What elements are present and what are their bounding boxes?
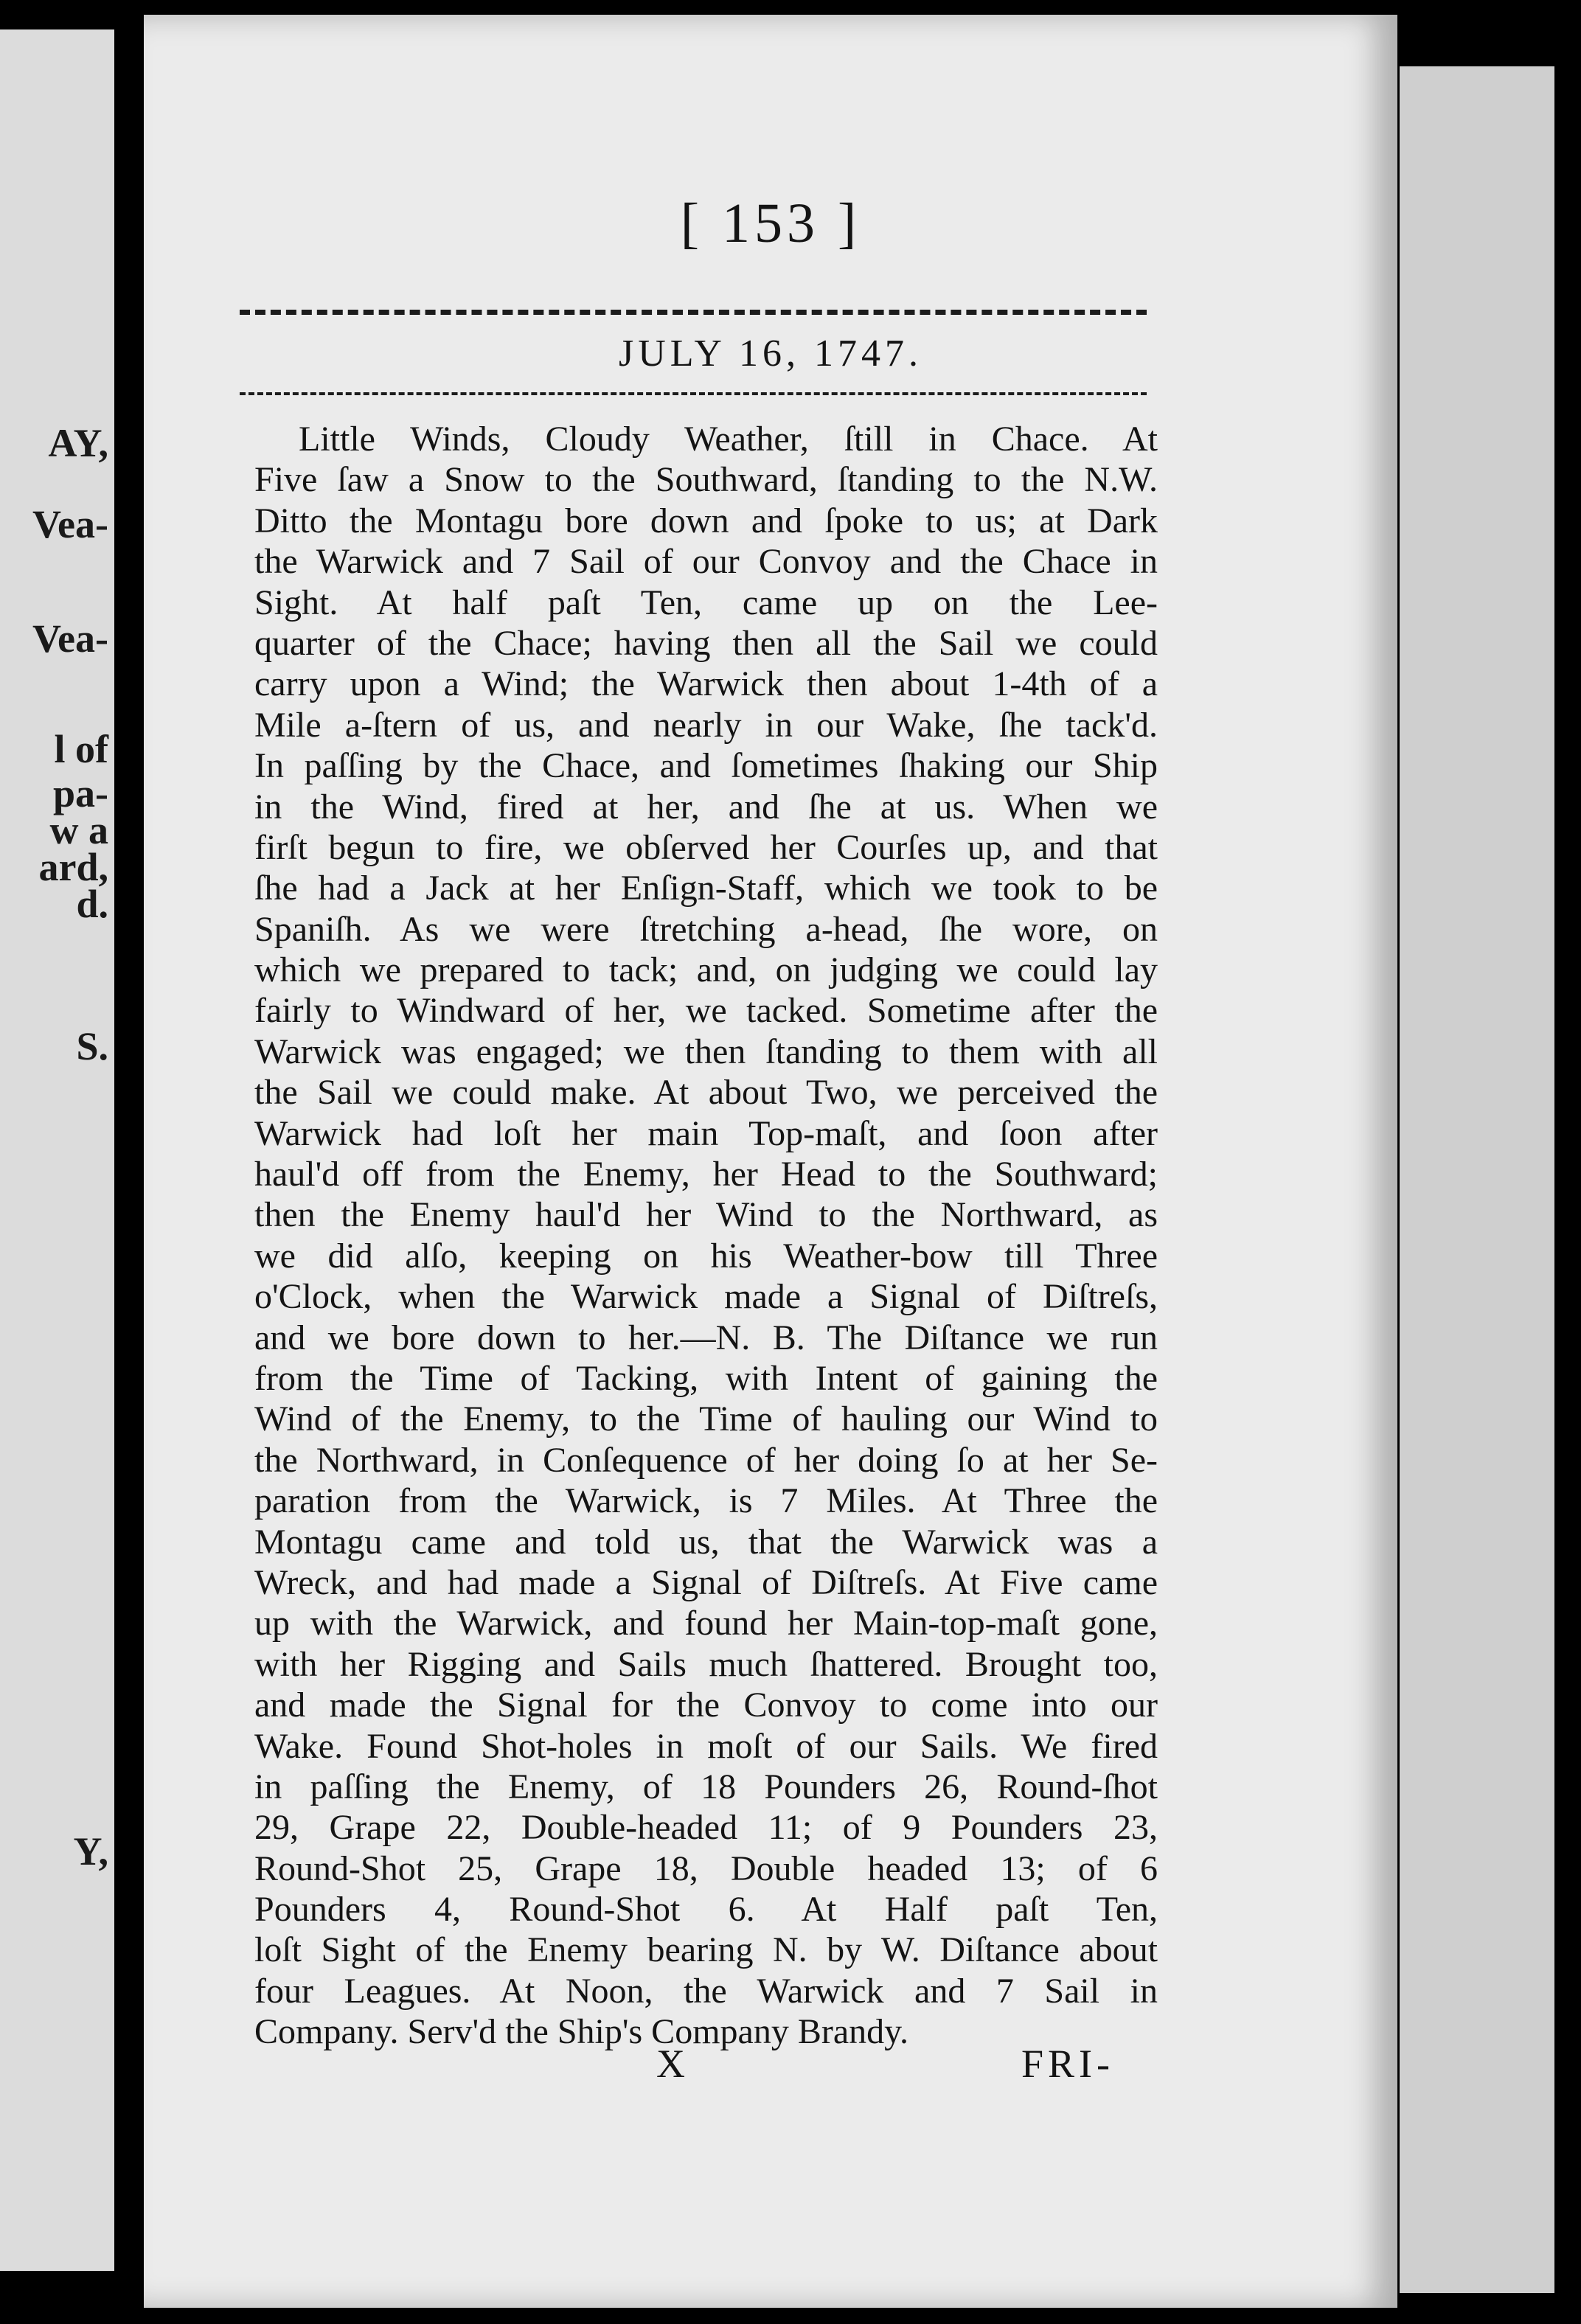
text-line: Montagu came and told us, that the Warwick was a bbox=[254, 1522, 1158, 1562]
text-line: Wreck, and had made a Signal of Diſtreſs. At Five came bbox=[254, 1562, 1158, 1602]
text-line: Warwick was engaged; we then ſtanding to them with all bbox=[254, 1031, 1158, 1071]
text-line: Little Winds, Cloudy Weather, ſtill in Chace. At bbox=[299, 420, 1158, 459]
text-line: Company. Serv'd the Ship's Company Brandy. bbox=[254, 2012, 909, 2052]
left-page-fragment: ard, bbox=[38, 845, 108, 889]
text-line: 29, Grape 22, Double-headed 11; of 9 Pounders 23, bbox=[254, 1808, 1158, 1848]
text-line: o'Clock, when the Warwick made a Signal of Diſtreſs, bbox=[254, 1277, 1158, 1317]
text-line: from the Time of Tacking, with Intent of gaining the bbox=[254, 1358, 1158, 1398]
text-line: Round-Shot 25, Grape 18, Double headed 13; of 6 bbox=[254, 1848, 1158, 1888]
text-line: Mile a-ſtern of us, and nearly in our Wake, ſhe tack'd. bbox=[254, 705, 1158, 745]
text-line: fairly to Windward of her, we tacked. Sometime after the bbox=[254, 991, 1158, 1031]
catchword: FRI- bbox=[1021, 2042, 1115, 2086]
left-page-fragment: pa- bbox=[52, 771, 108, 815]
text-line: which we prepared to tack; and, on judging we could lay bbox=[254, 950, 1158, 990]
text-line: Spaniſh. As we were ſtretching a-head, ſhe wore, on bbox=[254, 909, 1158, 949]
text-line: in the Wind, fired at her, and ſhe at us. When we bbox=[254, 787, 1158, 827]
text-line: In paſſing by the Chace, and ſometimes ſhaking our Ship bbox=[254, 746, 1158, 786]
page-number: [ 153 ] bbox=[680, 192, 861, 254]
left-page-fragment: Y, bbox=[73, 1829, 108, 1874]
text-line: haul'd off from the Enemy, her Head to the Southward; bbox=[254, 1155, 1158, 1194]
text-line: in paſſing the Enemy, of 18 Pounders 26, Round-ſhot bbox=[254, 1767, 1158, 1806]
left-page-fragment: w a bbox=[49, 808, 108, 852]
text-line: carry upon a Wind; the Warwick then about 1-4th of a bbox=[254, 664, 1158, 704]
previous-page-edge bbox=[0, 29, 114, 2271]
text-line: Pounders 4, Round-Shot 6. At Half paſt Ten, bbox=[254, 1890, 1158, 1930]
left-page-fragment: l of bbox=[54, 727, 108, 771]
page-gutter bbox=[114, 0, 144, 2324]
text-line: Ditto the Montagu bore down and ſpoke to us; at Dark bbox=[254, 501, 1158, 540]
text-line: we did alſo, keeping on his Weather-bow till Three bbox=[254, 1236, 1158, 1276]
text-line: the Sail we could make. At about Two, we perceived the bbox=[254, 1073, 1158, 1113]
text-line: with her Rigging and Sails much ſhattered. Brought too, bbox=[254, 1644, 1158, 1684]
left-page-fragment: AY, bbox=[48, 421, 108, 465]
text-line: and made the Signal for the Convoy to come into our bbox=[254, 1685, 1158, 1725]
date-heading: JULY 16, 1747. bbox=[619, 333, 922, 375]
header-rule bbox=[240, 310, 1147, 315]
text-line: Sight. At half paſt Ten, came up on the Lee- bbox=[254, 582, 1158, 622]
text-line: paration from the Warwick, is 7 Miles. At Three the bbox=[254, 1481, 1158, 1521]
left-page-fragment: d. bbox=[76, 882, 108, 926]
next-page-edge bbox=[1400, 66, 1554, 2293]
text-line: loſt Sight of the Enemy bearing N. by W. Diſtance about bbox=[254, 1930, 1158, 1970]
left-page-fragment: S. bbox=[76, 1024, 108, 1068]
text-line: Wind of the Enemy, to the Time of hauling our Wind to bbox=[254, 1399, 1158, 1439]
text-line: the Warwick and 7 Sail of our Convoy and the Chace in bbox=[254, 542, 1158, 582]
journal-entry-text bbox=[254, 419, 1158, 2053]
left-page-fragment: Vea- bbox=[32, 616, 108, 661]
text-line: Wake. Found Shot-holes in moſt of our Sails. We fired bbox=[254, 1726, 1158, 1766]
text-line: firſt begun to fire, we obſerved her Courſes up, and that bbox=[254, 827, 1158, 867]
text-line: Warwick had loſt her main Top-maſt, and ſoon after bbox=[254, 1113, 1158, 1153]
text-line: up with the Warwick, and found her Main-top-maſt gone, bbox=[254, 1604, 1158, 1643]
book-page bbox=[144, 15, 1397, 2308]
text-line: the Northward, in Conſequence of her doing ſo at her Se- bbox=[254, 1440, 1158, 1480]
text-line: then the Enemy haul'd her Wind to the Northward, as bbox=[254, 1195, 1158, 1235]
left-page-fragment: Vea- bbox=[32, 502, 108, 546]
text-line: four Leagues. At Noon, the Warwick and 7 Sail in bbox=[254, 1971, 1158, 2011]
text-line: ſhe had a Jack at her Enſign-Staff, which we took to be bbox=[254, 869, 1158, 908]
text-line: and we bore down to her.—N. B. The Diſtance we run bbox=[254, 1318, 1158, 1357]
header-rule bbox=[240, 392, 1147, 395]
signature-mark: X bbox=[656, 2042, 685, 2086]
text-line: Five ſaw a Snow to the Southward, ſtanding to the N.W. bbox=[254, 460, 1158, 500]
text-line: quarter of the Chace; having then all the Sail we could bbox=[254, 623, 1158, 663]
